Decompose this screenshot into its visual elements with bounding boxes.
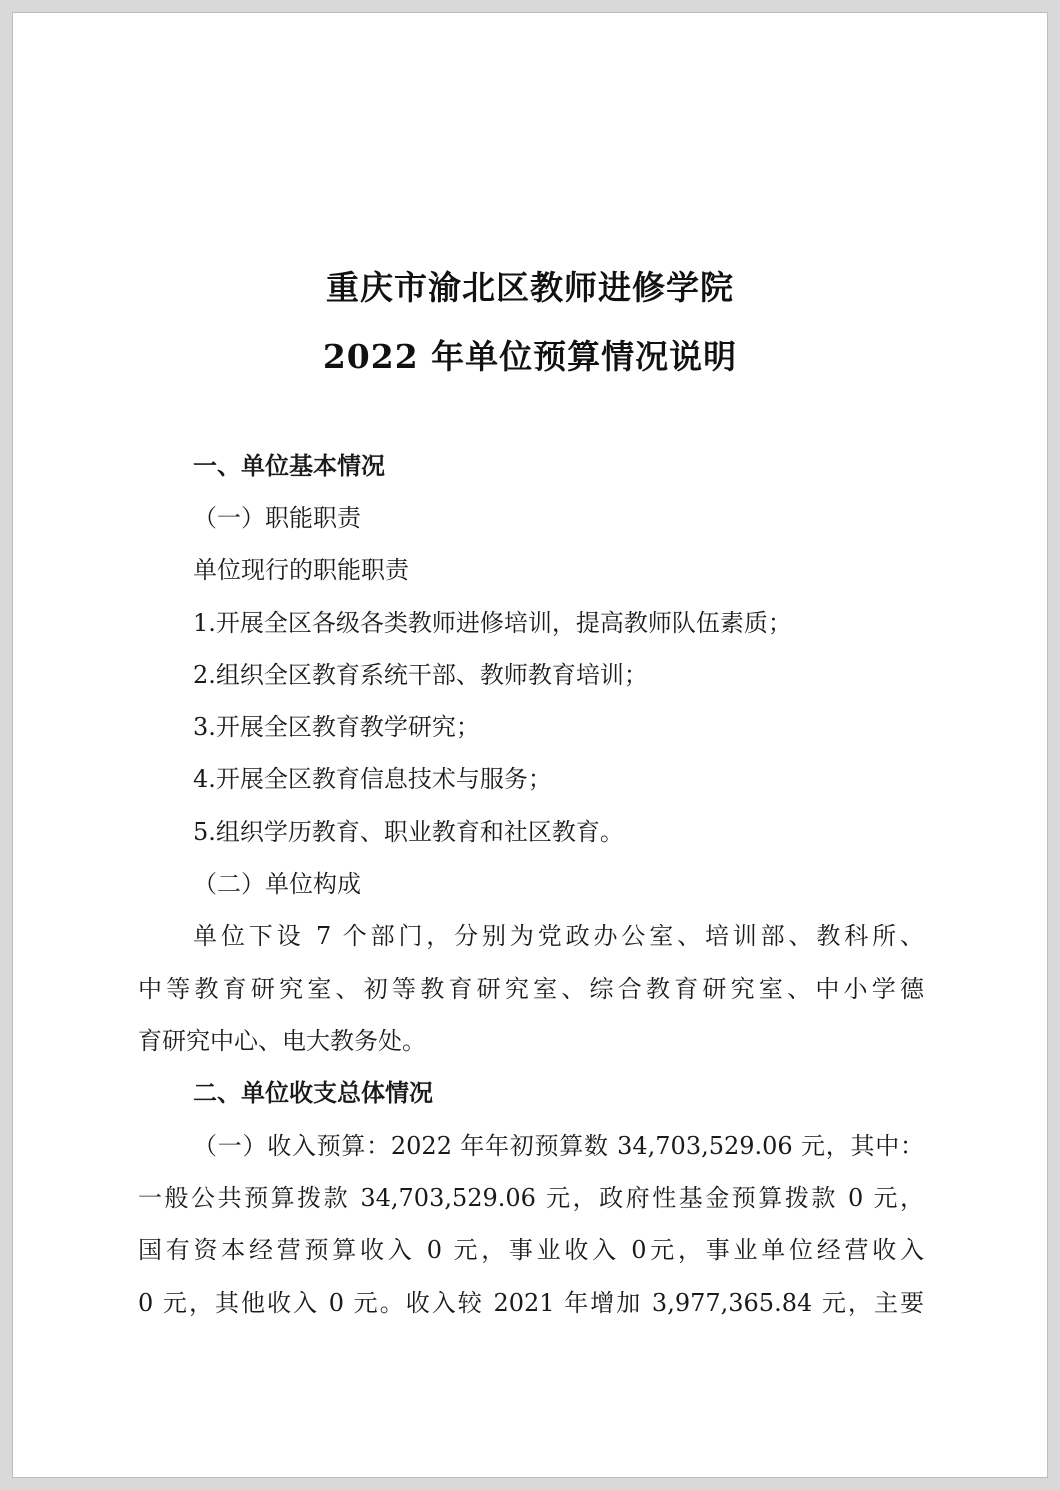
income-paragraph-line: （一）收入预算：2022 年年初预算数 34,703,529.06 元，其中： [193, 1132, 924, 1160]
duty-item: 5.组织学历教育、职业教育和社区教育。 [193, 818, 624, 846]
duty-item: 4.开展全区教育信息技术与服务； [193, 765, 552, 793]
section-2-heading: 二、单位收支总体情况 [193, 1079, 433, 1107]
duty-item: 2.组织全区教育系统干部、教师教育培训； [193, 661, 648, 689]
subsection-1-heading: （一）职能职责 [193, 504, 361, 532]
duty-item: 1.开展全区各级各类教师进修培训，提高教师队伍素质； [193, 609, 792, 637]
duties-intro: 单位现行的职能职责 [193, 556, 409, 584]
subsection-2-heading: （二）单位构成 [193, 870, 361, 898]
structure-paragraph-line: 中等教育研究室、初等教育研究室、综合教育研究室、中小学德 [138, 975, 924, 1003]
document-title-line-1: 重庆市渝北区教师进修学院 [326, 268, 734, 307]
section-1-heading: 一、单位基本情况 [193, 452, 385, 480]
income-paragraph-line: 0 元，其他收入 0 元。收入较 2021 年增加 3,977,365.84 元，主要 [138, 1289, 924, 1317]
structure-paragraph-line: 育研究中心、电大教务处。 [138, 1027, 426, 1055]
income-paragraph-line: 一般公共预算拨款 34,703,529.06 元，政府性基金预算拨款 0 元， [138, 1184, 924, 1212]
document-title-line-2: 2022 年单位预算情况说明 [322, 337, 738, 376]
duty-item: 3.开展全区教育教学研究； [193, 713, 480, 741]
income-paragraph-line: 国有资本经营预算收入 0 元，事业收入 0元，事业单位经营收入 [138, 1236, 924, 1264]
structure-paragraph-line: 单位下设 7 个部门，分别为党政办公室、培训部、教科所、 [193, 922, 924, 950]
